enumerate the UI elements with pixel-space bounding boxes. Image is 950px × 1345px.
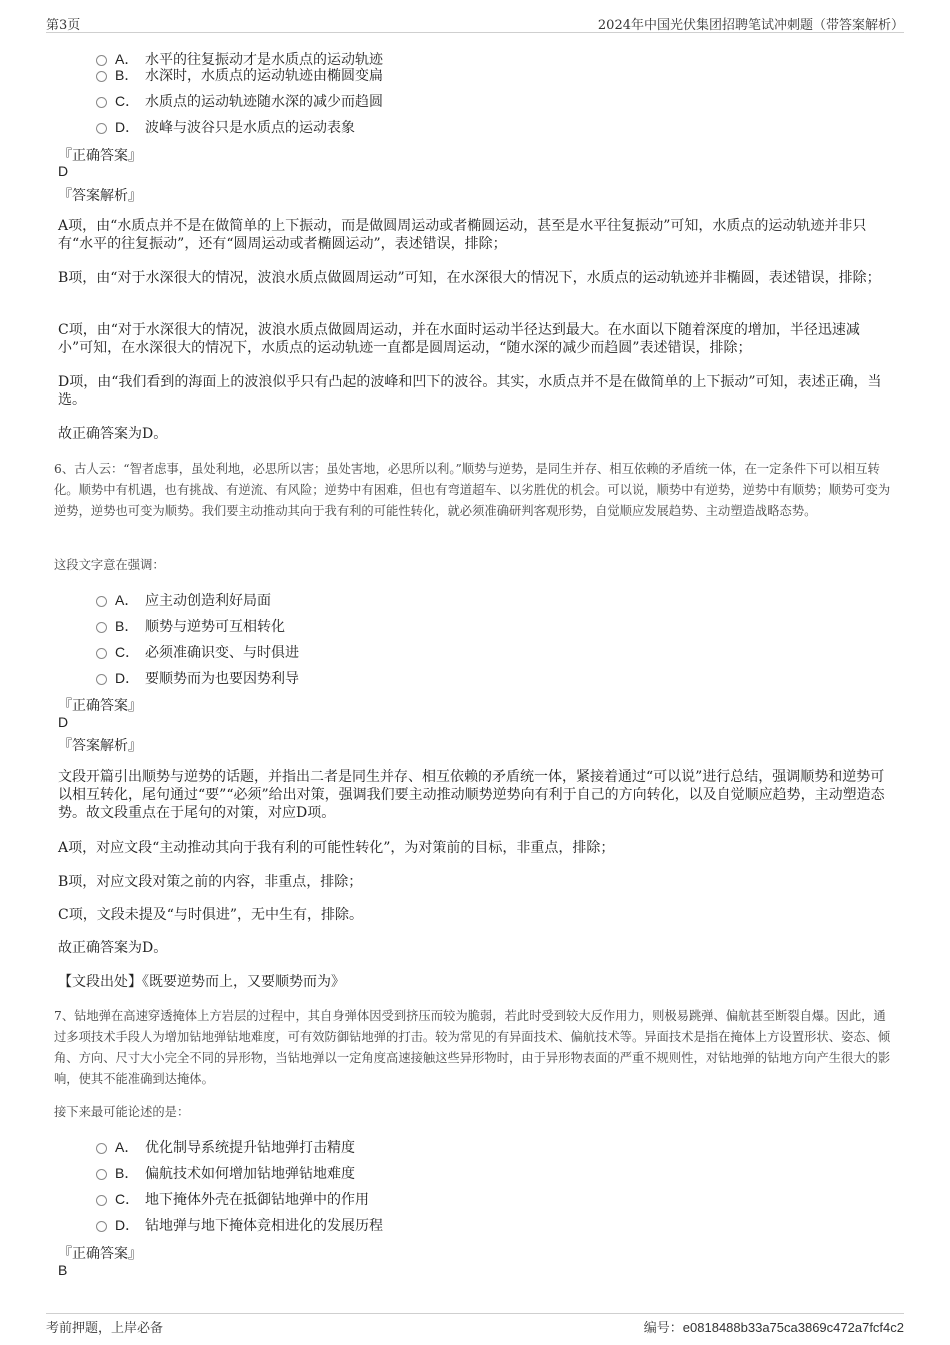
radio-icon[interactable]: [96, 1143, 107, 1154]
q5-analysis-title: 『答案解析』: [58, 188, 142, 204]
radio-icon[interactable]: [96, 1169, 107, 1180]
q6-answer-title: 『正确答案』: [58, 698, 142, 714]
q7-answer-title: 『正确答案』: [58, 1246, 142, 1262]
radio-icon[interactable]: [96, 622, 107, 633]
q6-option-a[interactable]: A． 应主动创造利好局面: [96, 590, 271, 610]
radio-icon[interactable]: [96, 1195, 107, 1206]
q5-analysis-d: D项，由“我们看到的海面上的波浪似乎只有凸起的波峰和凹下的波谷。其实，水质点并不是在做简单的上下振动”可知，表述正确，当选。: [58, 374, 882, 408]
radio-icon[interactable]: [96, 71, 107, 82]
q6-answer: D: [58, 714, 69, 730]
q6-analysis-c: C项，文段未提及“与时俱进”，无中生有，排除。: [58, 907, 364, 923]
q6-analysis-b: B项，对应文段对策之前的内容，非重点，排除；: [58, 874, 363, 890]
document-title: 2024年中国光伏集团招聘笔试冲刺题（带答案解析）: [597, 18, 904, 33]
document-code: [644, 1317, 904, 1336]
q7-text: 7、钻地弹在高速穿透掩体上方岩层的过程中，其自身弹体因受到挤压而较为脆弱，若此时受到较大反作用力，则极易跳弹、偏航甚至断裂自爆。因此，通过多项技术手段人为增加钻地弹钻地难度，可有效防御钻地弹的打击。较为常见的有异面技术、偏航技术等。异面技术是指在掩体上方设置形状、姿态、倾角、方向、尺寸大小完全不同的异形物，当钻地弹以一定角度高速接触这些异形物时，由于异形物表面的严重不规则性，对钻地弹的钻地方向产生很大的影响，使其不能准确到达掩体。: [54, 1009, 891, 1086]
radio-icon[interactable]: [96, 674, 107, 685]
radio-icon[interactable]: [96, 123, 107, 134]
q6-analysis-main: 文段开篇引出顺势与逆势的话题，并指出二者是同生并存、相互依赖的矛盾统一体，紧接着通过“可以说”进行总结，强调顺势和逆势可以相互转化，尾句通过“要”“必须”给出对策，强调我们要主动推动顺势逆势向有利于自己的方向转化，以及自觉顺应趋势，主动塑造态势。故文段重点在于尾句的对策，对应D项。: [58, 769, 885, 821]
q5-analysis-c: C项，由“对于水深很大的情况，波浪水质点做圆周运动，并在水面时运动半径达到最大。在水面以下随着深度的增加，半径迅速减小”可知，在水深很大的情况下，水质点的运动轨迹一直都是圆周运动，“随水深的减少而趋圆”表述错误，排除；: [58, 322, 860, 356]
q6-option-d[interactable]: D． 要顺势而为也要因势利导: [96, 668, 299, 688]
q7-option-d[interactable]: D． 钻地弹与地下掩体竞相进化的发展历程: [96, 1215, 383, 1235]
q5-option-b[interactable]: B． 水深时，水质点的运动轨迹由椭圆变扁: [96, 65, 383, 85]
radio-icon[interactable]: [96, 596, 107, 607]
q6-analysis-title: 『答案解析』: [58, 738, 142, 754]
q5-answer-title: 『正确答案』: [58, 148, 142, 164]
q5-analysis-b: B项，由“对于水深很大的情况，波浪水质点做圆周运动”可知，在水深很大的情况下，水质点的运动轨迹并非椭圆，表述错误，排除；: [58, 270, 881, 286]
footer-slogan: 考前押题，上岸必备: [46, 1321, 164, 1336]
q5-conclusion: 故正确答案为D。: [58, 426, 168, 442]
code-value: e0818488b33a75ca3869c472a7fcf4c2: [682, 1320, 904, 1335]
q6-stem: 这段文字意在强调：: [54, 558, 165, 572]
q6-analysis-a: A项，对应文段“主动推动其向于我有利的可能性转化”，为对策前的目标，非重点，排除；: [58, 840, 615, 856]
q7-option-c[interactable]: C． 地下掩体外壳在抵御钻地弹中的作用: [96, 1189, 369, 1209]
q5-analysis-a: A项，由“水质点并不是在做简单的上下振动，而是做圆周运动或者椭圆运动，甚至是水平往复振动”可知，水质点的运动轨迹并非只有“水平的往复振动”，还有“圆周运动或者椭圆运动”，表述错误，排除；: [58, 218, 867, 252]
page-header: [46, 14, 904, 33]
page-number: 第3页: [46, 18, 81, 33]
q5-option-a[interactable]: A． 水平的往复振动才是水质点的运动轨迹: [96, 49, 383, 69]
q5-option-c[interactable]: C． 水质点的运动轨迹随水深的减少而趋圆: [96, 91, 383, 111]
radio-icon[interactable]: [96, 1221, 107, 1232]
q7-option-b[interactable]: B． 偏航技术如何增加钻地弹钻地难度: [96, 1163, 355, 1183]
q7-answer: B: [58, 1262, 68, 1278]
q6-text: 6、古人云：“智者虑事，虽处利地，必思所以害；虽处害地，必思所以利。”顺势与逆势，是同生并存、相互依赖的矛盾统一体，在一定条件下可以相互转化。顺势中有机遇，也有挑战、有逆流、有风险；逆势中有困难，但也有弯道超车、以劣胜优的机会。可以说，顺势中有逆势，逆势中有顺势；顺势可变为逆势，逆势也可变为顺势。我们要主动推动其向于我有利的可能性转化，就必须准确研判客观形势，自觉顺应发展趋势、主动塑造战略态势。: [54, 462, 891, 518]
q6-option-c[interactable]: C． 必须准确识变、与时俱进: [96, 642, 299, 662]
q5-option-d[interactable]: D． 波峰与波谷只是水质点的运动表象: [96, 117, 355, 137]
radio-icon[interactable]: [96, 97, 107, 108]
code-label: 编号：: [643, 1321, 683, 1336]
q7-stem: 接下来最可能论述的是：: [54, 1105, 190, 1119]
q6-source: 【文段出处】《既要逆势而上，又要顺势而为》: [58, 974, 345, 990]
radio-icon[interactable]: [96, 648, 107, 659]
q6-option-b[interactable]: B． 顺势与逆势可互相转化: [96, 616, 285, 636]
q5-answer: D: [58, 163, 69, 179]
q6-conclusion: 故正确答案为D。: [58, 940, 168, 956]
page-footer: [46, 1313, 904, 1335]
q7-option-a[interactable]: A． 优化制导系统提升钻地弹打击精度: [96, 1137, 355, 1157]
